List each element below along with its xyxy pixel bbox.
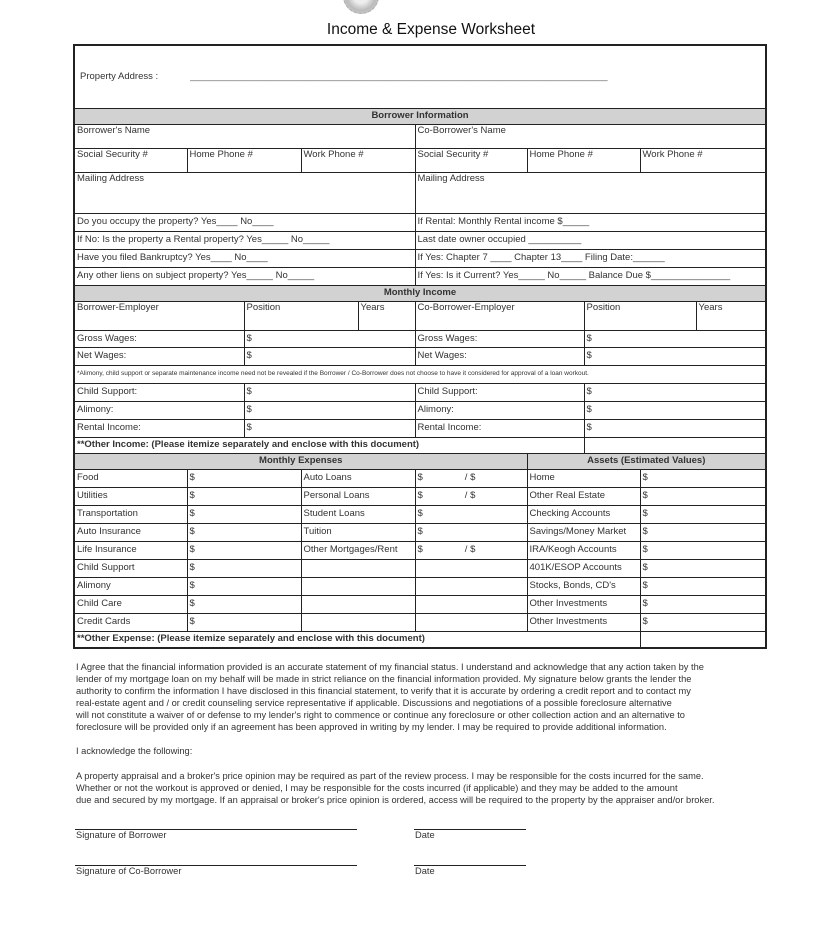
appraisal-line: due and secured by my mortgage. If an appraisal or broker's price opinion is ordered, access will be required to the property by the appraiser and/or broker. [76,795,715,805]
dollar-sign: $ [189,508,195,519]
co-borrower-work-phone-field[interactable]: Work Phone # [640,148,766,172]
debt-label: Personal Loans [301,487,415,505]
asset-label: Other Investments [527,613,640,631]
dollar-sign: $ [417,526,423,537]
rental-income-label: Rental Income: [74,419,244,437]
dollar-sign: $ [642,562,648,573]
asset-amount-field[interactable] [640,559,766,577]
property-address-field[interactable] [74,45,766,108]
dollar-sign: $ [189,526,195,537]
debt-amount-field[interactable] [415,523,527,541]
balance-separator: / $ [464,472,476,483]
agreement-line: will not constitute a waiver of or defense to my lender's right to commence or continue any foreclosure or other collection action and an alternative to [76,710,685,720]
expense-row [74,505,766,523]
borrower-name-field[interactable]: Borrower's Name [74,124,415,148]
dollar-sign: $ [642,490,648,501]
borrower-date-label: Date [415,830,435,840]
expense-amount-field[interactable] [187,577,301,595]
asset-label: Savings/Money Market [527,523,640,541]
co-alimony-label: Alimony: [415,401,584,419]
borrower-mailing-address-field[interactable]: Mailing Address [74,172,415,213]
co-borrower-home-phone-field[interactable]: Home Phone # [527,148,640,172]
dollar-sign: $ [417,490,423,501]
asset-amount-field[interactable] [640,595,766,613]
alimony-note: *Alimony, child support or separate maintenance income need not be revealed if the Borrower / Co-Borrower does not choose to have it considered for approval of a loan workout. [74,365,766,383]
seal-logo [343,0,379,14]
asset-label: Stocks, Bonds, CD's [527,577,640,595]
expense-label: Transportation [74,505,187,523]
rental-income-field[interactable]: $ [244,419,415,437]
worksheet-form [73,44,767,649]
chapter-question[interactable]: If Yes: Chapter 7 ____ Chapter 13____ Filing Date:______ [415,249,766,267]
expense-amount-field[interactable] [187,487,301,505]
debt-amount-field[interactable] [415,613,527,631]
co-borrower-ssn-field[interactable]: Social Security # [415,148,527,172]
dollar-sign: $ [642,544,648,555]
expense-label: Auto Insurance [74,523,187,541]
debt-amount-field[interactable] [415,487,527,505]
agreement-line: real-estate agent and / or credit counseling service representative if applicable. Discussions and negotiations of a possible foreclosure alternative [76,698,672,708]
rental-income-question[interactable]: If Rental: Monthly Rental income $_____ [415,213,766,231]
asset-amount-field[interactable] [640,577,766,595]
bankruptcy-question[interactable]: Have you filed Bankruptcy? Yes____ No____ [74,249,415,267]
debt-label [301,613,415,631]
net-wages-label: Net Wages: [74,347,244,365]
property-address-blank[interactable]: _______________________________________________________________________________ [190,70,608,82]
property-address-label: Property Address : [80,70,159,82]
expense-amount-field[interactable] [187,505,301,523]
rental-property-question[interactable]: If No: Is the property a Rental property? Yes_____ No_____ [74,231,415,249]
child-support-label: Child Support: [74,383,244,401]
debt-label: Other Mortgages/Rent [301,541,415,559]
appraisal-line: Whether or not the workout is approved or denied, I may be responsible for the costs incurred (if applicable) and they may be added to the amount [76,783,678,793]
borrower-info-header: Borrower Information [74,108,766,124]
borrower-work-phone-field[interactable]: Work Phone # [301,148,415,172]
other-expense-field[interactable] [640,631,766,648]
dollar-sign: $ [642,472,648,483]
last-occupied-question[interactable]: Last date owner occupied __________ [415,231,766,249]
debt-label: Tuition [301,523,415,541]
debt-amount-field[interactable] [415,541,527,559]
dollar-sign: $ [642,580,648,591]
expense-label: Food [74,469,187,487]
co-gross-wages-field[interactable]: $ [584,330,766,347]
expense-row [74,577,766,595]
debt-amount-field[interactable] [415,595,527,613]
other-income-label: **Other Income: (Please itemize separately and enclose with this document) [74,437,584,453]
current-question[interactable]: If Yes: Is it Current? Yes_____ No_____ Balance Due $_______________ [415,267,766,285]
dollar-sign: $ [417,508,423,519]
co-borrower-date-label: Date [415,866,435,876]
monthly-income-header: Monthly Income [74,285,766,301]
balance-separator: / $ [464,544,476,555]
asset-amount-field[interactable] [640,541,766,559]
dollar-sign: $ [642,598,648,609]
dollar-sign: $ [189,544,195,555]
co-child-support-field[interactable]: $ [584,383,766,401]
expense-amount-field[interactable] [187,523,301,541]
dollar-sign: $ [642,526,648,537]
net-wages-field[interactable]: $ [244,347,415,365]
dollar-sign: $ [642,508,648,519]
gross-wages-field[interactable]: $ [244,330,415,347]
debt-amount-field[interactable] [415,577,527,595]
dollar-sign: $ [417,472,423,483]
expense-amount-field[interactable] [187,613,301,631]
acknowledge-heading: I acknowledge the following: [76,746,193,756]
dollar-sign: $ [189,598,195,609]
co-borrower-years-field[interactable]: Years [696,301,766,330]
expense-row [74,469,766,487]
asset-amount-field[interactable] [640,505,766,523]
page-title: Income & Expense Worksheet [326,21,536,38]
debt-label [301,559,415,577]
alimony-field[interactable]: $ [244,401,415,419]
asset-label: IRA/Keogh Accounts [527,541,640,559]
expense-row [74,613,766,631]
dollar-sign: $ [189,616,195,627]
asset-label: Checking Accounts [527,505,640,523]
borrower-signature-label: Signature of Borrower [76,830,167,840]
expense-amount-field[interactable] [187,541,301,559]
debt-label [301,595,415,613]
balance-separator: / $ [464,490,476,501]
co-net-wages-label: Net Wages: [415,347,584,365]
co-borrower-signature-label: Signature of Co-Borrower [76,866,182,876]
co-child-support-label: Child Support: [415,383,584,401]
asset-amount-field[interactable] [640,487,766,505]
liens-question[interactable]: Any other liens on subject property? Yes_____ No_____ [74,267,415,285]
asset-amount-field[interactable] [640,523,766,541]
expense-label: Credit Cards [74,613,187,631]
agreement-line: authority to confirm the information I have disclosed in this financial statement, to verify that it is accurate by ordering a credit report and to contact my [76,686,691,696]
expense-amount-field[interactable] [187,595,301,613]
debt-label: Student Loans [301,505,415,523]
asset-label: 401K/ESOP Accounts [527,559,640,577]
agreement-line: lender of my mortgage loan on my behalf will be made in strict reliance on the financial information provided. My signature below grants the lender the [76,674,692,684]
asset-amount-field[interactable] [640,469,766,487]
debt-label: Auto Loans [301,469,415,487]
expense-row [74,523,766,541]
asset-label: Other Investments [527,595,640,613]
other-income-field[interactable] [584,437,766,453]
debt-label [301,577,415,595]
co-gross-wages-label: Gross Wages: [415,330,584,347]
appraisal-line: A property appraisal and a broker's price opinion may be required as part of the review process. I may be responsible for the costs incurred for the same. [76,771,704,781]
co-alimony-field[interactable]: $ [584,401,766,419]
dollar-sign: $ [417,544,423,555]
borrower-position-field[interactable]: Position [244,301,358,330]
expense-label: Life Insurance [74,541,187,559]
co-borrower-mailing-address-field[interactable]: Mailing Address [415,172,766,213]
expense-label: Utilities [74,487,187,505]
borrower-employer-field[interactable]: Borrower-Employer [74,301,244,330]
monthly-expenses-header: Monthly Expenses [74,453,527,469]
expense-row [74,541,766,559]
borrower-years-field[interactable]: Years [358,301,415,330]
agreement-line: foreclosure will be provided only if an agreement has been approved in writing by my lender. I may be required to provide additional information. [76,722,667,732]
expense-row [74,487,766,505]
debt-amount-field[interactable] [415,469,527,487]
co-borrower-position-field[interactable]: Position [584,301,696,330]
alimony-label: Alimony: [74,401,244,419]
dollar-sign: $ [189,580,195,591]
expense-label: Child Support [74,559,187,577]
agreement-line: I Agree that the financial information provided is an accurate statement of my financial status. I understand and acknowledge that any action taken by the [76,662,704,672]
other-expense-label: **Other Expense: (Please itemize separately and enclose with this document) [74,631,640,648]
asset-amount-field[interactable] [640,613,766,631]
expense-row [74,595,766,613]
co-borrower-employer-field[interactable]: Co-Borrower-Employer [415,301,584,330]
borrower-home-phone-field[interactable]: Home Phone # [187,148,301,172]
expense-row [74,559,766,577]
co-rental-income-field[interactable]: $ [584,419,766,437]
dollar-sign: $ [189,490,195,501]
debt-amount-field[interactable] [415,505,527,523]
asset-label: Home [527,469,640,487]
gross-wages-label: Gross Wages: [74,330,244,347]
co-net-wages-field[interactable]: $ [584,347,766,365]
assets-header: Assets (Estimated Values) [527,453,766,469]
child-support-field[interactable]: $ [244,383,415,401]
expense-amount-field[interactable] [187,559,301,577]
borrower-ssn-field[interactable]: Social Security # [74,148,187,172]
dollar-sign: $ [189,472,195,483]
debt-amount-field[interactable] [415,559,527,577]
expense-label: Child Care [74,595,187,613]
dollar-sign: $ [642,616,648,627]
expense-amount-field[interactable] [187,469,301,487]
co-rental-income-label: Rental Income: [415,419,584,437]
co-borrower-name-field[interactable]: Co-Borrower's Name [415,124,766,148]
dollar-sign: $ [189,562,195,573]
occupy-question[interactable]: Do you occupy the property? Yes____ No____ [74,213,415,231]
asset-label: Other Real Estate [527,487,640,505]
expense-label: Alimony [74,577,187,595]
